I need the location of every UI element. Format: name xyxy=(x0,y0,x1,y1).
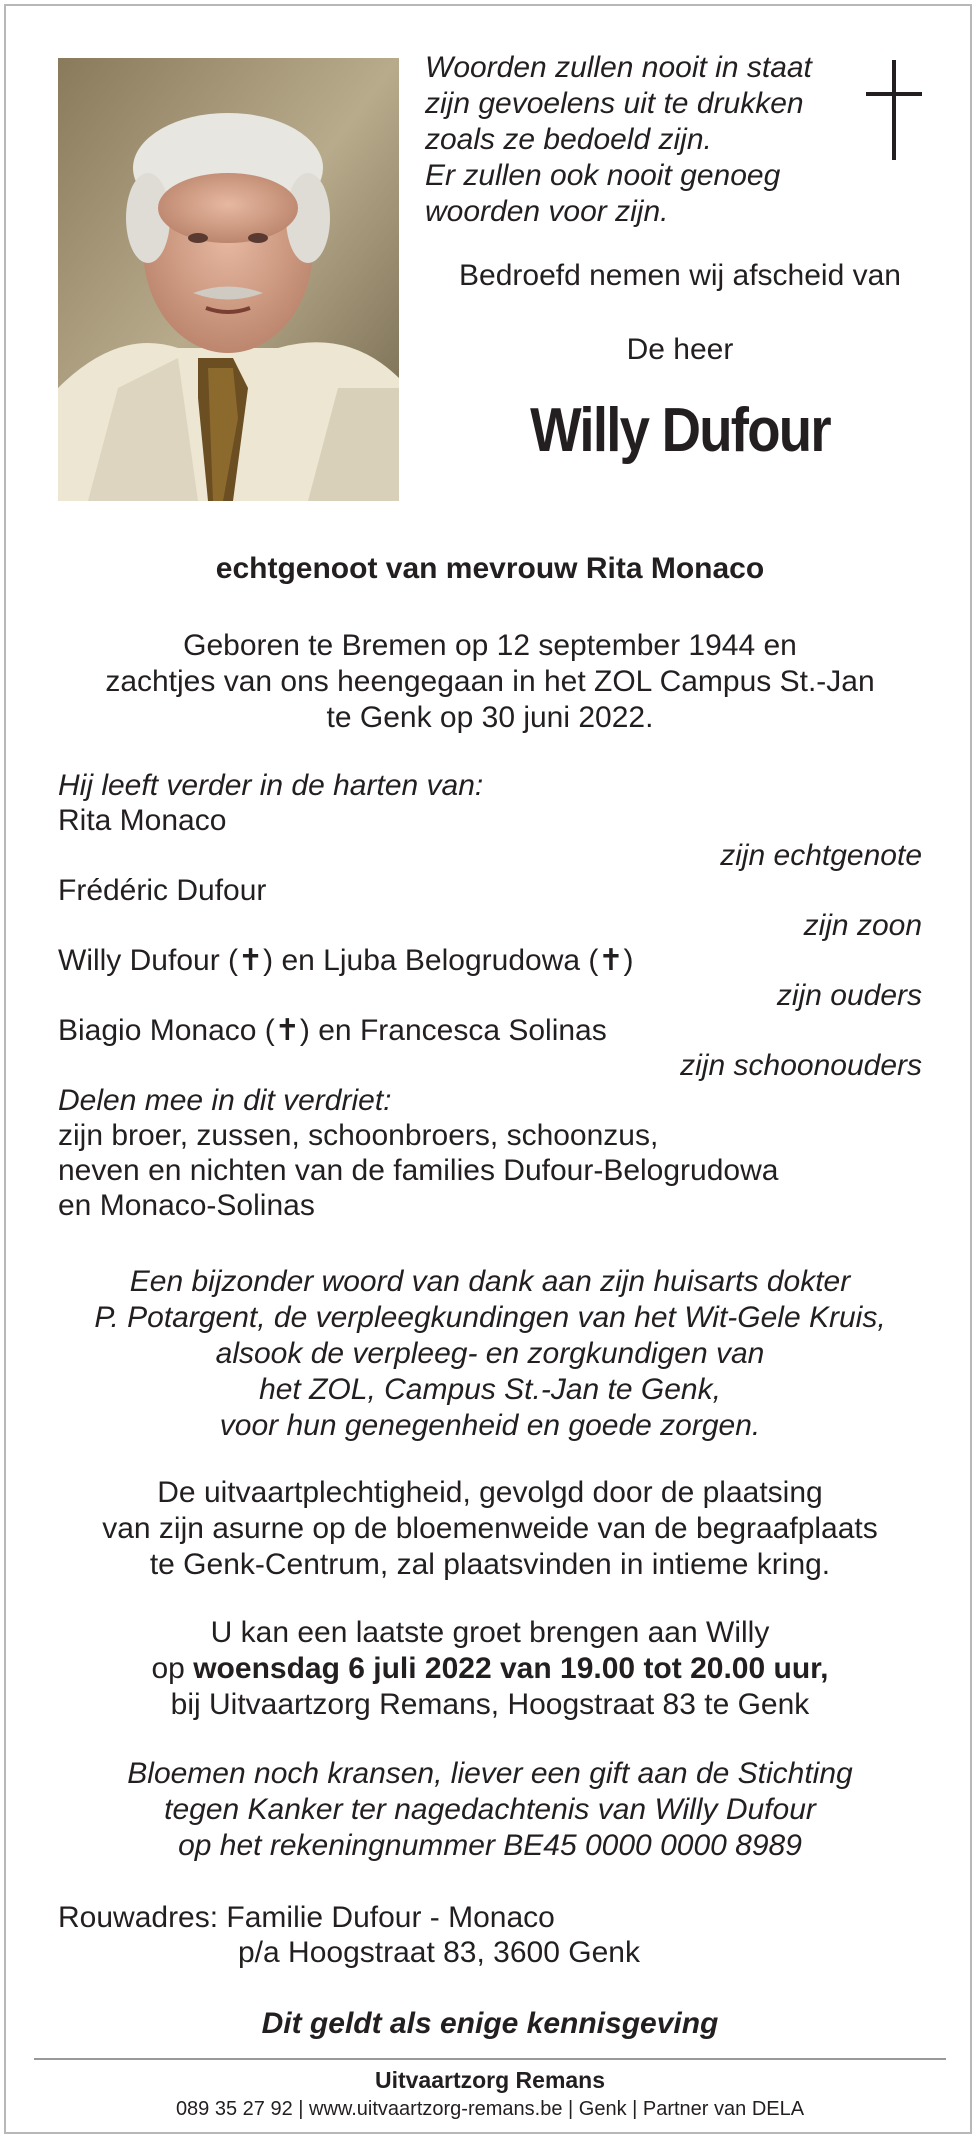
intro-text: Bedroefd nemen wij afscheid van xyxy=(459,259,901,292)
notice: Dit geldt als enige kennisgeving xyxy=(261,2007,719,2040)
flowers-line: op het rekeningnummer BE45 0000 0000 8989 xyxy=(178,1829,802,1862)
visit-prefix: op xyxy=(151,1652,194,1685)
birth-death-line: te Genk op 30 juni 2022. xyxy=(326,701,654,734)
portrait-photo xyxy=(58,58,399,501)
visit-line xyxy=(40,1651,940,1687)
thanks-line: voor hun genegenheid en goede zorgen. xyxy=(219,1409,761,1442)
spouse-line: echtgenoot van mevrouw Rita Monaco xyxy=(215,552,765,585)
survivor-relation: zijn zoon xyxy=(803,909,922,942)
footer-company: Uitvaartzorg Remans xyxy=(374,2067,606,2093)
flowers-line: tegen Kanker ter nagedachtenis van Willy Dufour xyxy=(164,1793,816,1826)
survivor-names: Frédéric Dufour xyxy=(58,874,267,907)
survivor-relation: zijn ouders xyxy=(776,979,922,1012)
visit-line: U kan een laatste groet brengen aan Willy xyxy=(210,1616,770,1649)
thanks-line: het ZOL, Campus St.-Jan te Genk, xyxy=(259,1373,721,1406)
share-line: zijn broer, zussen, schoonbroers, schoonzus, xyxy=(58,1119,659,1152)
ceremony-line: te Genk-Centrum, zal plaatsvinden in intieme kring. xyxy=(149,1548,831,1581)
poem-line: zijn gevoelens uit te drukken xyxy=(425,87,804,120)
visit-line: bij Uitvaartzorg Remans, Hoogstraat 83 te Genk xyxy=(170,1688,810,1721)
survivor-names: Rita Monaco xyxy=(58,804,227,837)
title-text: De heer xyxy=(626,333,734,366)
poem-line: zoals ze bedoeld zijn. xyxy=(425,123,712,156)
ceremony-line: van zijn asurne op de bloemenweide van de begraafplaats xyxy=(102,1512,878,1545)
poem-line: woorden voor zijn. xyxy=(425,195,669,228)
share-line: en Monaco-Solinas xyxy=(58,1189,315,1222)
deceased-name: Willy Dufour xyxy=(530,396,830,465)
share-heading: Delen mee in dit verdriet: xyxy=(58,1084,392,1117)
survivor-relation: zijn echtgenote xyxy=(720,839,922,872)
thanks-line: Een bijzonder woord van dank aan zijn huisarts dokter xyxy=(129,1265,851,1298)
thanks xyxy=(40,1264,940,1444)
ceremony xyxy=(40,1475,940,1583)
survivor-names: Willy Dufour (✝) en Ljuba Belogrudowa (✝) xyxy=(58,944,634,977)
survivor-relation: zijn schoonouders xyxy=(680,1049,922,1082)
survivors-heading: Hij leeft verder in de harten van: xyxy=(58,769,484,802)
birth-death xyxy=(40,628,940,736)
survivor-names: Biagio Monaco (✝) en Francesca Solinas xyxy=(58,1014,607,1047)
flowers-line: Bloemen noch kransen, liever een gift aan de Stichting xyxy=(127,1757,853,1790)
poem-line: Woorden zullen nooit in staat xyxy=(425,51,812,84)
birth-death-line: Geboren te Bremen op 12 september 1944 en xyxy=(183,629,797,662)
footer-contact: 089 35 27 92 | www.uitvaartzorg-remans.be | Genk | Partner van DELA xyxy=(175,2098,805,2120)
survivors xyxy=(58,768,922,1223)
address-line: Rouwadres: Familie Dufour - Monaco xyxy=(58,1901,555,1934)
poem-line: Er zullen ook nooit genoeg xyxy=(425,159,781,192)
thanks-line: alsook de verpleeg- en zorgkundigen van xyxy=(215,1337,765,1370)
address xyxy=(58,1900,922,1970)
birth-death-line: zachtjes van ons heengegaan in het ZOL Campus St.-Jan xyxy=(105,665,875,698)
visit xyxy=(40,1615,940,1723)
visit-datetime: woensdag 6 juli 2022 van 19.00 tot 20.00 uur, xyxy=(193,1652,829,1685)
thanks-line: P. Potargent, de verpleegkundingen van het Wit-Gele Kruis, xyxy=(94,1301,886,1334)
share-line: neven en nichten van de families Dufour-Belogrudowa xyxy=(58,1154,779,1187)
footer-divider xyxy=(34,2058,946,2060)
cross-icon xyxy=(866,60,922,160)
flowers xyxy=(40,1756,940,1864)
ceremony-line: De uitvaartplechtigheid, gevolgd door de plaatsing xyxy=(157,1476,823,1509)
address-line: p/a Hoogstraat 83, 3600 Genk xyxy=(238,1936,640,1969)
poem xyxy=(425,50,845,230)
